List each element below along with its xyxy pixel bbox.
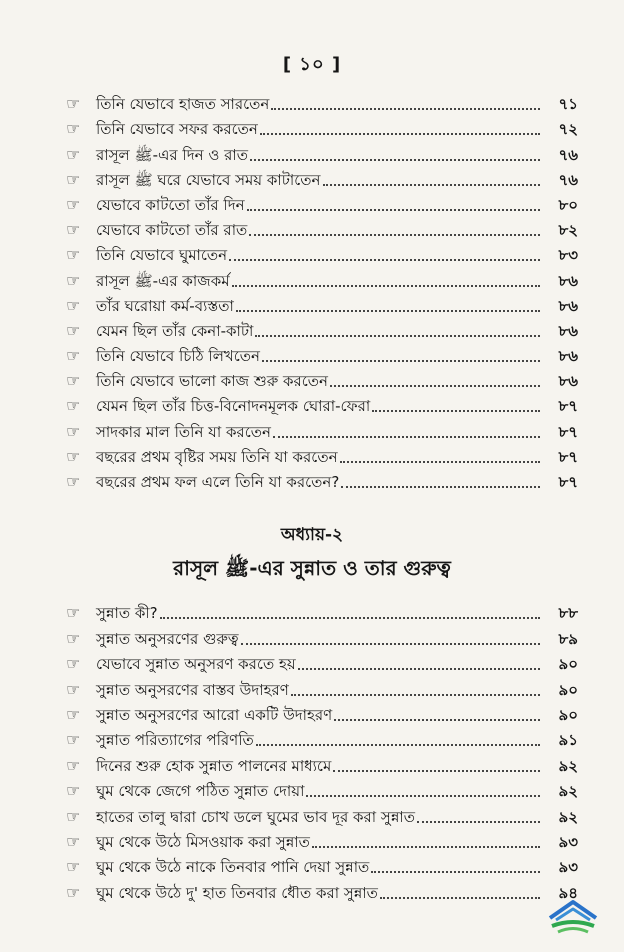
dot-leader [260, 132, 540, 135]
toc-entry [66, 466, 578, 491]
toc-entry-page: ৮৭ [558, 422, 578, 441]
publisher-logo-icon [546, 896, 600, 936]
toc-entry-title: রাসূল ﷺ ঘরে যেভাবে সময় কাটাতেন [96, 170, 321, 189]
dot-leader [334, 718, 540, 721]
toc-entry [66, 113, 578, 138]
pointing-hand-icon: ☞ [66, 882, 81, 902]
toc-entry-page: ৯১ [558, 731, 578, 750]
toc-entry-title: তাঁর ঘরোয়া কর্ম-ব্যস্ততা [96, 296, 234, 315]
pointing-hand-icon: ☞ [66, 628, 81, 648]
toc-entry-page: ৮৭ [558, 397, 578, 416]
pointing-hand-icon: ☞ [66, 806, 81, 826]
dot-leader [250, 158, 540, 161]
pointing-hand-icon: ☞ [66, 679, 81, 699]
toc-entry [66, 290, 578, 315]
dot-leader [247, 208, 540, 211]
toc-entry-title: ঘুম থেকে উঠে দু' হাত তিনবার ধৌত করা সুন্নাত [96, 883, 378, 902]
pointing-hand-icon: ☞ [66, 472, 81, 491]
toc-entry-title: তিনি যেভাবে সফর করতেন [96, 120, 258, 139]
toc-entry-page: ৯৩ [558, 858, 578, 877]
toc-entry [66, 189, 578, 214]
toc-entry-page: ৮৬ [558, 271, 578, 290]
toc-entry-title: যেমন ছিল তাঁর কেনা-কাটা [96, 321, 254, 340]
toc-entry [66, 851, 578, 876]
toc-entry-page: ৯০ [558, 655, 578, 674]
toc-list-top [66, 88, 578, 491]
dot-leader [323, 183, 540, 186]
toc-entry-page: ৭৬ [558, 170, 578, 189]
pointing-hand-icon: ☞ [66, 371, 81, 391]
pointing-hand-icon: ☞ [66, 245, 81, 265]
toc-entry-page: ৯৩ [558, 832, 578, 851]
toc-entry [66, 699, 578, 724]
dot-leader [249, 233, 540, 236]
toc-entry [66, 239, 578, 264]
dot-leader [298, 667, 540, 670]
dot-leader [340, 460, 540, 463]
toc-entry [66, 264, 578, 289]
pointing-hand-icon: ☞ [66, 654, 81, 674]
toc-entry-title: বছরের প্রথম ফল এলে তিনি যা করতেন? [96, 473, 340, 491]
dot-leader [256, 743, 540, 746]
toc-entry [66, 390, 578, 415]
pointing-hand-icon: ☞ [66, 421, 81, 441]
toc-entry [66, 138, 578, 163]
toc-entry-title: সুন্নাত কী? [96, 604, 158, 623]
dot-leader [229, 258, 540, 261]
toc-entry [66, 622, 578, 647]
toc-entry-page: ৭২ [558, 120, 578, 139]
toc-entry [66, 415, 578, 440]
toc-entry [66, 724, 578, 749]
pointing-hand-icon: ☞ [66, 119, 81, 139]
dot-leader [241, 642, 540, 645]
toc-entry [66, 340, 578, 365]
toc-entry-title: ঘুম থেকে জেগে পঠিত সুন্নাত দোয়া [96, 782, 305, 801]
toc-entry-title: দিনের শুরু হোক সুন্নাত পালনের মাধ্যমে [96, 756, 332, 775]
toc-list-bottom [66, 597, 578, 902]
dot-leader [232, 284, 540, 287]
toc-entry-page: ৯০ [558, 680, 578, 699]
pointing-hand-icon: ☞ [66, 346, 81, 366]
toc-entry-page: ৮৭ [558, 473, 578, 491]
toc-entry [66, 775, 578, 800]
toc-entry [66, 214, 578, 239]
toc-entry-page: ৮৭ [558, 447, 578, 466]
toc-entry [66, 88, 578, 113]
pointing-hand-icon: ☞ [66, 755, 81, 775]
toc-entry-title: যেভাবে কাটতো তাঁর দিন [96, 195, 245, 214]
dot-leader [380, 896, 540, 899]
toc-entry-title: সাদকার মাল তিনি যা করতেন [96, 422, 271, 441]
toc-entry [66, 749, 578, 774]
toc-entry-title: হাতের তালু দ্বারা চোখ ডলে ঘুমের ভাব দূর করা সুন্নাত [96, 807, 415, 826]
toc-entry-title: বছরের প্রথম বৃষ্টির সময় তিনি যা করতেন [96, 447, 338, 466]
pointing-hand-icon: ☞ [66, 396, 81, 416]
pointing-hand-icon: ☞ [66, 270, 81, 290]
pointing-hand-icon: ☞ [66, 446, 81, 466]
dot-leader [312, 845, 540, 848]
toc-entry-page: ৭১ [558, 95, 578, 114]
toc-entry-title: সুন্নাত পরিত্যাগের পরিণতি [96, 731, 254, 750]
chapter-label: অধ্যায়-২ [280, 525, 344, 545]
toc-entry-title: যেভাবে কাটতো তাঁর রাত [96, 221, 248, 240]
pointing-hand-icon: ☞ [66, 857, 81, 877]
toc-entry [66, 800, 578, 825]
dot-leader [371, 870, 540, 873]
pointing-hand-icon: ☞ [66, 220, 81, 240]
toc-entry-page: ৮৯ [558, 629, 578, 648]
toc-entry-title: রাসূল ﷺ-এর কাজকর্ম [96, 271, 230, 290]
pointing-hand-icon: ☞ [66, 295, 81, 315]
toc-entry-page: ৮৮ [558, 604, 578, 623]
toc-entry-title: ঘুম থেকে উঠে নাকে তিনবার পানি দেয়া সুন্নাত [96, 858, 370, 877]
dot-leader [372, 409, 540, 412]
pointing-hand-icon: ☞ [66, 320, 81, 340]
pointing-hand-icon: ☞ [66, 603, 81, 623]
toc-entry [66, 441, 578, 466]
toc-entry-page: ৯৪ [558, 883, 578, 902]
toc-entry [66, 164, 578, 189]
toc-entry-page: ৮৬ [558, 321, 578, 340]
dot-leader [306, 794, 540, 797]
toc-entry-page: ৮৬ [558, 347, 578, 366]
toc-entry-title: তিনি যেভাবে চিঠি লিখতেন [96, 347, 260, 366]
pointing-hand-icon: ☞ [66, 144, 81, 164]
toc-entry [66, 315, 578, 340]
dot-leader [262, 359, 540, 362]
pointing-hand-icon: ☞ [66, 94, 81, 114]
toc-entry-page: ৭৬ [558, 145, 578, 164]
dot-leader [236, 309, 540, 312]
dot-leader [271, 107, 540, 110]
toc-entry-page: ৮২ [558, 221, 578, 240]
toc-entry [66, 365, 578, 390]
toc-entry-title: তিনি যেভাবে ঘুমাতেন [96, 246, 228, 265]
toc-entry [66, 597, 578, 622]
toc-entry-page: ৯২ [558, 807, 578, 826]
toc-entry-page: ৮৩ [558, 246, 578, 265]
toc-entry-title: সুন্নাত অনুসরণের বাস্তব উদাহরণ [96, 680, 289, 699]
toc-entry-page: ৯২ [558, 756, 578, 775]
pointing-hand-icon: ☞ [66, 831, 81, 851]
page-number: [ ১০ ] [282, 54, 342, 75]
dot-leader [160, 616, 540, 619]
dot-leader [333, 769, 540, 772]
toc-entry-title: যেভাবে সুন্নাত অনুসরণ করতে হয় [96, 655, 296, 674]
dot-leader [273, 435, 540, 438]
toc-entry-title: সুন্নাত অনুসরণের আরো একটি উদাহরণ [96, 705, 333, 724]
dot-leader [330, 384, 540, 387]
toc-entry-title: তিনি যেভাবে ভালো কাজ শুরু করতেন [96, 372, 329, 391]
pointing-hand-icon: ☞ [66, 704, 81, 724]
toc-entry-title: যেমন ছিল তাঁর চিত্ত-বিনোদনমূলক ঘোরা-ফেরা [96, 397, 371, 416]
dot-leader [417, 820, 540, 823]
toc-entry [66, 826, 578, 851]
toc-entry-page: ৯০ [558, 705, 578, 724]
toc-entry-page: ৮৬ [558, 296, 578, 315]
dot-leader [255, 334, 540, 337]
toc-entry-title: রাসূল ﷺ-এর দিন ও রাত [96, 145, 248, 164]
dot-leader [291, 693, 540, 696]
pointing-hand-icon: ☞ [66, 730, 81, 750]
toc-entry-page: ৮০ [558, 195, 578, 214]
toc-entry-title: তিনি যেভাবে হাজত সারতেন [96, 95, 270, 114]
pointing-hand-icon: ☞ [66, 781, 81, 801]
chapter-title: রাসূল ﷺ-এর সুন্নাত ও তার গুরুত্ব [173, 556, 451, 580]
toc-entry-page: ৯২ [558, 782, 578, 801]
pointing-hand-icon: ☞ [66, 194, 81, 214]
toc-entry-title: সুন্নাত অনুসরণের গুরুত্ব [96, 629, 239, 648]
toc-entry [66, 673, 578, 698]
toc-entry [66, 876, 578, 901]
toc-entry-page: ৮৬ [558, 372, 578, 391]
toc-entry-title: ঘুম থেকে উঠে মিসওয়াক করা সুন্নাত [96, 832, 310, 851]
dot-leader [341, 485, 540, 488]
toc-entry [66, 648, 578, 673]
pointing-hand-icon: ☞ [66, 169, 81, 189]
